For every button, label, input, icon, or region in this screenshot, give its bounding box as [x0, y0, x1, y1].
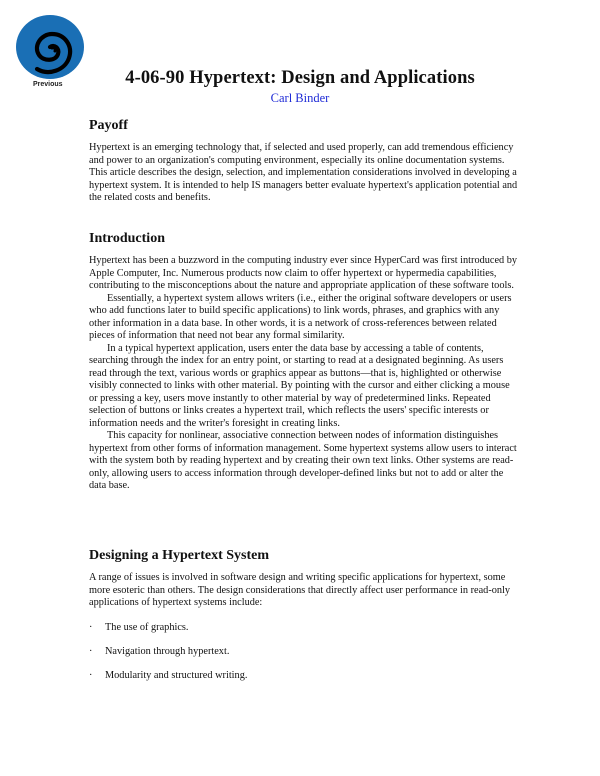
list-item: [89, 646, 519, 658]
list-item-text: Modularity and structured writing.: [105, 669, 248, 681]
payoff-section: [89, 118, 519, 205]
intro-paragraph-2: Essentially, a hypertext system allows writers (i.e., either the original software developers or users who add functions later to build specific applications) to link words, phrases, and graphics with any other information in a data base. In other words, it is a network of cross-references between related pieces of information that need not bear any formal similarity.: [89, 292, 512, 341]
bullet: ·: [89, 645, 93, 657]
list-item-text: The use of graphics.: [105, 621, 189, 633]
spiral-logo-icon[interactable]: [15, 14, 85, 80]
payoff-paragraph: Hypertext is an emerging technology that, if selected and used properly, can add tremendous efficiency and power to an organization's computing environment, especially its online documentation systems. This article describes the design, selection, and implementation considerations involved in developing a hypertext system. It is intended to help IS managers better evaluate hypertext's application potential and the related costs and benefits.: [89, 142, 518, 203]
page-title: 4-06-90 Hypertext: Design and Applications: [125, 68, 475, 88]
intro-paragraph-4: This capacity for nonlinear, associative connection between nodes of information distinguishes hypertext from other forms of information management. Some hypertext systems allow users to interact with the system both by reading hypertext and by creating their own text links. Other systems are read-only, allowing users to access information through developer-defined links but not to add or alter the data base.: [89, 430, 517, 491]
designing-section: [89, 548, 519, 694]
introduction-section: [89, 231, 519, 493]
list-item: [89, 622, 519, 634]
payoff-heading: Payoff: [89, 118, 128, 133]
list-item: [89, 670, 519, 682]
intro-paragraph-3: In a typical hypertext application, users enter the data base by accessing a table of contents, searching through the index for an entry point, or starting to read at a designated beginning. As users read through the text, various words or graphics appear as buttons—that is, highlighted or otherwise visibly connected to links with other material. By pointing with the cursor and either clicking a mouse or pressing a key, users move instantly to other material by way of predetermined links. Repeated selection of buttons or links creates a hypertext trail, which reflects the users' specific interests or information needs and the writer's foresight in creating links.: [89, 342, 510, 429]
author-link[interactable]: Carl Binder: [270, 91, 330, 105]
bullet: ·: [89, 669, 93, 681]
list-item-text: Navigation through hypertext.: [105, 645, 230, 657]
bullet: ·: [89, 621, 93, 633]
design-considerations-list: [89, 622, 519, 682]
designing-heading: Designing a Hypertext System: [89, 548, 270, 563]
previous-link[interactable]: Previous: [33, 81, 63, 88]
designing-paragraph: A range of issues is involved in software design and writing specific applications for hypertext, some more esoteric than others. The design considerations that directly affect user performance in read-only applications of hypertext systems include:: [89, 572, 511, 608]
intro-paragraph-1: Hypertext has been a buzzword in the computing industry ever since HyperCard was first introduced by Apple Computer, Inc. Numerous products now claim to offer hypertext or hypermedia capabilities, contributing to the misconceptions about the nature and appropriate application of these software tools.: [89, 255, 518, 291]
introduction-heading: Introduction: [89, 231, 165, 246]
